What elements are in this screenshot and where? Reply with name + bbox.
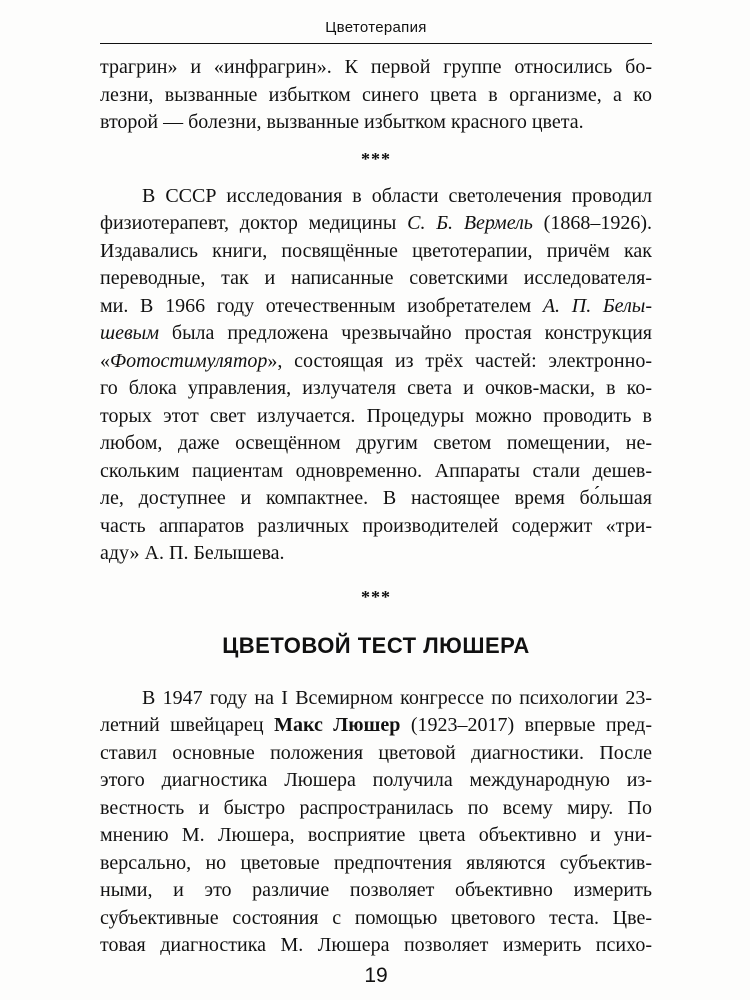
text-line: второй — болезни, вызванные избытком красного цвета. [100,111,584,133]
text-line: этого диагностика Люшера получила международную из- [100,769,652,791]
text-line [100,348,652,376]
text-line: ле, доступнее и компактнее. В настоящее время бо́льшая [100,487,652,509]
section-separator: *** [361,148,391,169]
text-line: В 1947 году на I Всемирном конгрессе по психологии 23- [142,686,652,709]
text-line: версально, но цветовые предпочтения являются субъектив- [100,851,652,874]
text-line: Издавались книги, посвящённые цветотерапии, причём как [100,239,652,262]
text-line: В СССР исследования в области светолечения проводил [142,184,652,207]
text-line: ставил основные положения цветовой диагностики. После [100,741,652,764]
text-run: », состоящая из трёх частей: электронно- [267,349,652,372]
text-line: любом, даже освещённом другим светом помещении, не- [100,432,652,454]
person-name: С. Б. Вермель [407,212,533,234]
section-heading: ЦВЕТОВОЙ ТЕСТ ЛЮШЕРА [222,632,530,658]
text-run: (1923–2017) впервые пред- [400,714,652,736]
text-line: мнению М. Люшера, восприятие цвета объективно и уни- [100,824,652,846]
text-line: часть аппаратов различных производителей содержит «три- [100,514,652,537]
text-line: торых этот свет излучается. Процедуры можно проводить в [100,404,652,427]
text-run: (1868–1926). [532,212,653,234]
paragraph-continuation [100,54,652,137]
paragraph-luscher [100,685,652,960]
page-number: 19 [364,964,388,987]
text-line: аду» А. П. Белышева. [100,542,285,564]
text-run: физиотерапевт, доктор медицины [100,212,408,234]
running-head: Цветотерапия [325,19,427,36]
text-line: переводные, так и написанные советскими исследователя- [100,267,652,289]
text-run: летний швейцарец [100,714,275,736]
device-name: Фотостимулятор [110,349,268,372]
text-line [100,712,652,740]
person-name: Макс Люшер [274,714,401,736]
text-line: субъективные состояния с помощью цветового теста. Цве- [100,906,652,929]
text-line: го блока управления, излучателя света и очков-маски, в ко- [100,377,652,399]
text-line [100,210,652,238]
text-line: лезни, вызванные избытком синего цвета в организме, а ко [100,83,652,106]
header-rule [100,43,652,44]
text-line: вестность и быстро распространилась по всему миру. По [100,796,652,819]
text-run: « [100,349,110,372]
page-body [100,54,652,960]
text-line: трагрин» и «инфрагрин». К первой группе относились бо- [100,56,652,78]
person-name: шевым [100,322,159,344]
text-line: скольким пациентам одновременно. Аппараты стали дешев- [100,459,652,482]
text-line [100,320,652,348]
text-line: товая диагностика М. Люшера позволяет измерить психо- [100,934,652,956]
text-line: ными, и это различие позволяет объективно измерить [100,879,652,901]
text-run: ми. В 1966 году отечественным изобретателем [100,294,543,317]
paragraph-ussr [100,183,652,568]
text-run: была предложена чрезвычайно простая конструкция [158,322,652,344]
text-line [100,293,652,321]
person-name: А. П. Белы- [542,294,652,317]
section-separator: *** [361,586,391,607]
